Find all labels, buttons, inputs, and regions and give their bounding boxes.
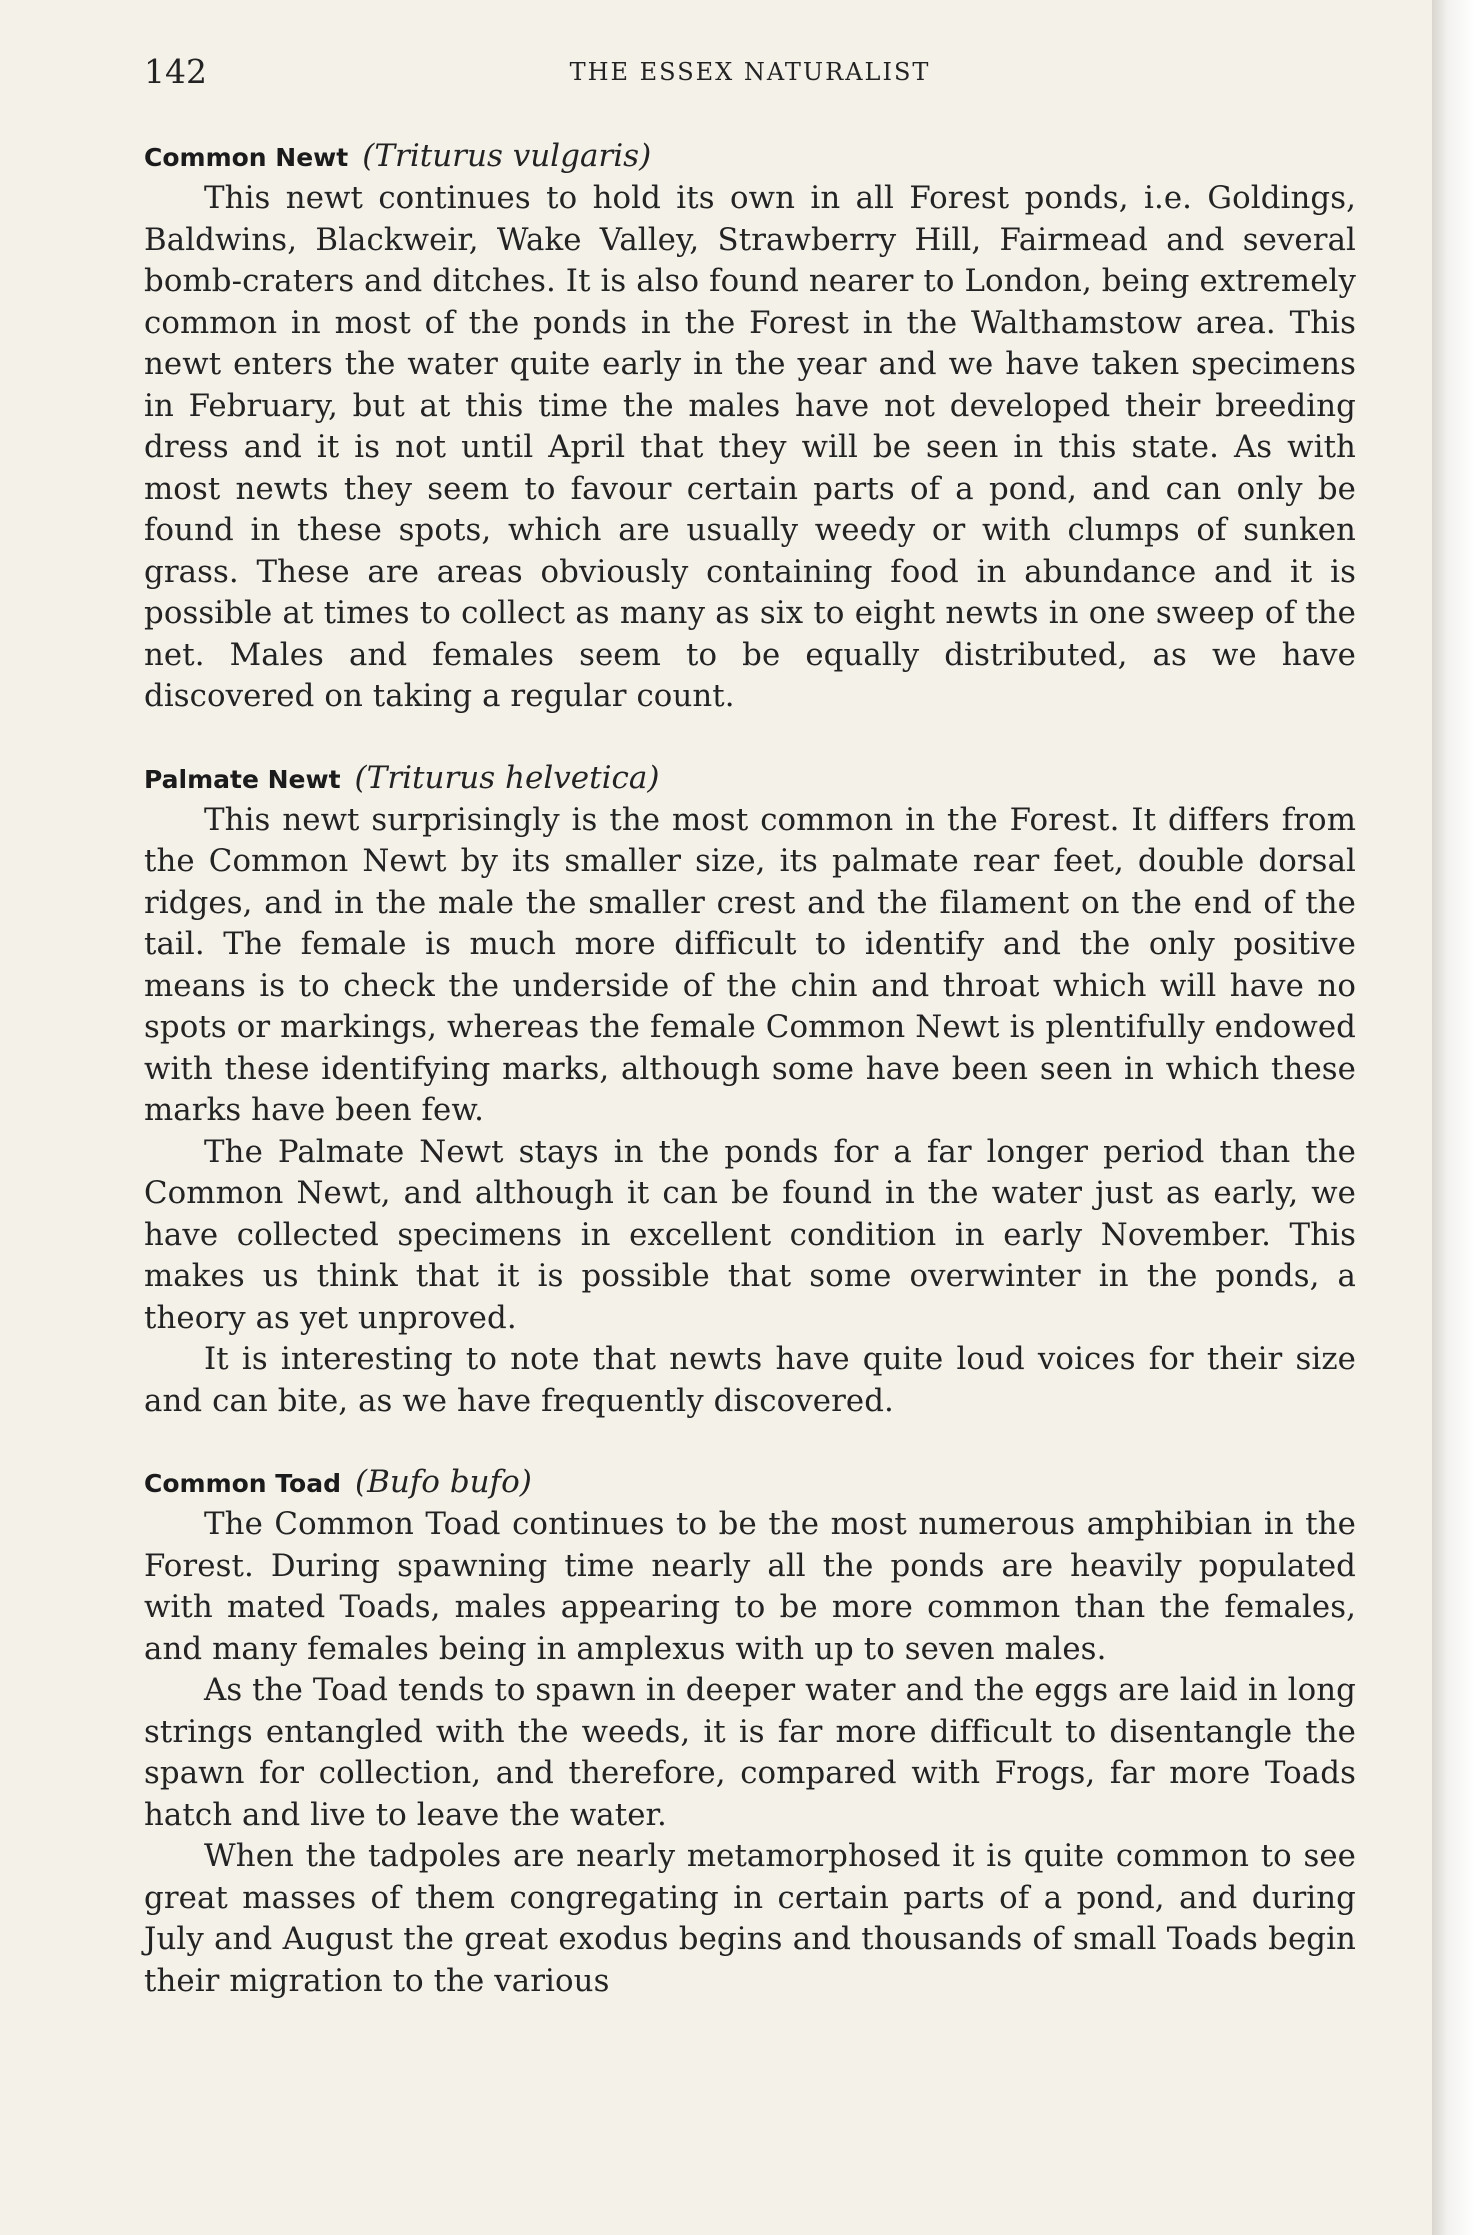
body-paragraph: As the Toad tends to spawn in deeper water and the eggs are laid in long strings entangled with the weeds, it is far more difficult to disentangle the spawn for collection, and therefore, compared with Frogs, far more Toads hatch and live to leave the water. [144,1672,1356,1833]
species-latin-name: (Triturus helvetica) [354,759,660,796]
body-paragraph: When the tadpoles are nearly metamorphosed it is quite common to see great masses of them congregating in certain parts of a pond, and during July and August the great exodus begins and thousands of small Toads begin their migration to the various [144,1838,1356,1999]
page-content [144,52,1356,2002]
body-paragraph: The Common Toad continues to be the most numerous amphibian in the Forest. During spawning time nearly all the ponds are heavily populated with mated Toads, males appearing to be more common than the females, and many females being in amplexus with up to seven males. [144,1506,1356,1667]
body-paragraph: This newt surprisingly is the most common in the Forest. It differs from the Common Newt by its smaller size, its palmate rear feet, double dorsal ridges, and in the male the smaller crest and the filament on the end of the tail. The female is much more difficult to identify and the only positive means is to check the underside of the chin and throat which will have no spots or markings, whereas the female Common Newt is plentifully endowed with these identifying marks, although some have been seen in which these marks have been few. [144,801,1356,1128]
body-paragraph: It is interesting to note that newts have quite loud voices for their size and can bite, as we have frequently discovered. [144,1341,1356,1419]
species-common-name: Common Toad [144,1469,341,1498]
body-paragraph: This newt continues to hold its own in all Forest ponds, i.e. Goldings, Baldwins, Blackweir, Wake Valley, Strawberry Hill, Fairmead and several bomb-craters and ditches. It is also found nearer to London, being extremely common in most of the ponds in the Forest in the Walthamstow area. This newt enters the water quite early in the year and we have taken specimens in February, but at this time the males have not developed their breeding dress and it is not until April that they will be seen in this state. As with most newts they seem to favour certain parts of a pond, and can only be found in these spots, which are usually weedy or with clumps of sunken grass. These are areas obviously containing food in abundance and it is possible at times to collect as many as six to eight newts in one sweep of the net. Males and females seem to be equally distributed, as we have discovered on taking a regular count. [144,180,1356,714]
species-section-palmate-newt [144,756,1356,1423]
species-heading [144,756,1356,800]
page-number: 142 [144,52,207,91]
species-latin-name: (Triturus vulgaris) [362,138,652,174]
running-head [144,52,1356,96]
species-common-name: Common Newt [144,143,349,172]
species-section-common-newt [144,134,1356,718]
page-edge-shadow [1432,0,1475,2235]
species-latin-name: (Bufo bufo) [354,1464,532,1500]
body-paragraph: The Palmate Newt stays in the ponds for a far longer period than the Common Newt, and although it can be found in the water just as early, we have collected specimens in excellent condition in early November. This makes us think that it is possible that some overwinter in the ponds, a theory as yet unproved. [144,1133,1356,1336]
species-section-common-toad [144,1460,1356,2002]
journal-title: THE ESSEX NATURALIST [569,58,931,86]
species-heading [144,1460,1356,1504]
species-common-name: Palmate Newt [144,764,341,794]
species-heading [144,134,1356,178]
